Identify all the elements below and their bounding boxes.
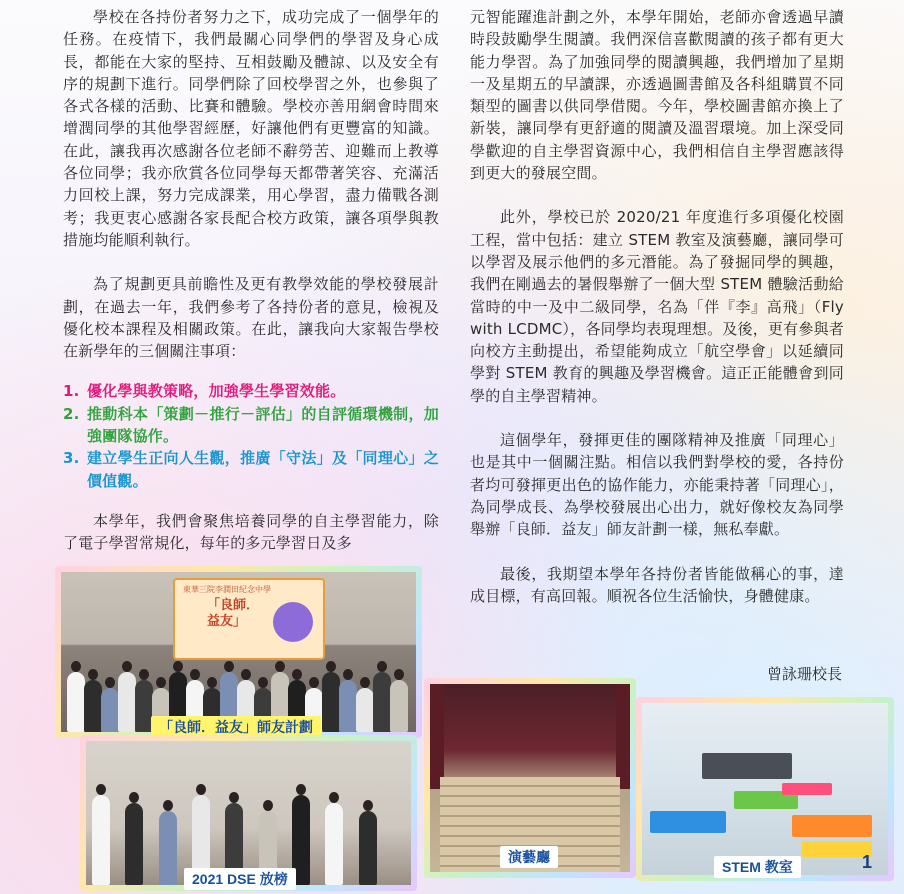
person-head [377, 661, 387, 672]
person-figure [339, 680, 357, 732]
person-figure [67, 672, 85, 732]
hall-photo-caption: 演藝廳 [500, 846, 558, 868]
banner-title-line-2: 益友」 [207, 614, 247, 629]
banner-title-line-1: 「良師． [207, 598, 260, 613]
banner-school-name: 東華三院李潤田紀念中學 [183, 585, 271, 594]
campus-paragraph: 此外，學校已於 2020/21 年度進行多項優化校園工程，當中包括：建立 STEM 教室及演藝廳，讓同學可以學習及展示他們的多元潛能。為了發掘同學的興趣，我們在剛過去的暑假舉辦了一個大型 STEM 體驗活動給當時的中一及中二級同學，名為「伴『李』高飛」（Fly with LCDMC），各同學均表現理想。及後，更有參與者向校方主動提出，希望能夠成立「航空學會」以延續同學對 STEM 教育的興趣及學習機會。這正正能體會到同學的自主學習精神。 [470, 208, 844, 405]
focus-item-text: 優化學與教策略，加強學生學習效能。 [87, 382, 346, 401]
empathy-paragraph: 這個學年，發揮更佳的團隊精神及推廣「同理心」也是其中一個關注點。相信以我們對學校的愛，各持份者均可發揮更出色的協作能力，亦能秉持著「同理心」，為同學成長、為學校發展出心出力，就好像校友為同學舉辦「良師．益友」師友計劃一樣，無私奉獻。 [470, 431, 844, 539]
person-head [258, 677, 268, 688]
person-figure [118, 672, 136, 732]
mentor-photo-caption: 「良師．益友」師友計劃 [151, 716, 321, 738]
dse-photo-image [86, 741, 411, 885]
orange-table [792, 815, 872, 837]
person-head [105, 677, 115, 688]
person-head [96, 784, 106, 795]
person-head [163, 800, 173, 811]
dse-photo-caption: 2021 DSE 放榜 [184, 868, 296, 890]
blue-table [650, 811, 726, 833]
intro-paragraph: 學校在各持份者努力之下，成功完成了一個學年的任務。在疫情下，我們最關心同學們的學習及身心成長，都能在大家的堅持、互相鼓勵及體諒、以及安全有序的規劃下進行。同學們除了回校學習之外，也參與了各式各樣的活動、比賽和體驗。學校亦善用網會時間來增潤同學的其他學習經歷，好讓他們有更豐富的知識。在此，讓我再次感謝各位老師不辭勞苦、迎難而上教導各位同學；我亦欣賞各位同學每天都帶著笑容、充滿活力回校上課，努力完成課業，用心學習，盡力備戰各測考；我更衷心感謝各家長配合校方政策，讓各項學與教措施均能順利執行。 [63, 8, 439, 249]
person-head [343, 669, 353, 680]
person-head [394, 669, 404, 680]
person-figure [125, 803, 143, 885]
person-figure [101, 688, 119, 732]
person-head [122, 661, 132, 672]
person-figure [325, 803, 343, 885]
person-head [329, 792, 339, 803]
curtain-left [430, 684, 444, 789]
right-column [470, 6, 844, 607]
mentor-scheme-photo [55, 566, 422, 738]
person-figure [390, 680, 408, 732]
planning-paragraph: 為了規劃更具前瞻性及更有教學效能的學校發展計劃，在過去一年，我們參考了各持份者的意見，檢視及優化校本課程及相關政策。在此，讓我向大家報告學校在新學年的三個關注事項： [63, 275, 439, 361]
person-head [296, 784, 306, 795]
person-head [190, 669, 200, 680]
focus-item-text: 推動科本「策劃－推行－評估」的自評循環機制，加強團隊協作。 [87, 404, 439, 446]
person-head [309, 677, 319, 688]
machines [702, 753, 792, 779]
person-figure [373, 672, 391, 732]
person-figure [84, 680, 102, 732]
person-head [71, 661, 81, 672]
hall-photo-image [430, 684, 630, 872]
person-head [88, 669, 98, 680]
left-column [63, 6, 439, 555]
person-head [275, 661, 285, 672]
person-head [173, 661, 183, 672]
page-number: 1 [861, 852, 872, 872]
focus-item-1 [63, 380, 439, 402]
person-head [229, 792, 239, 803]
person-figure [322, 672, 340, 732]
focus-item-number: 3. [63, 449, 80, 468]
person-figure [92, 795, 110, 885]
person-figure [359, 811, 377, 885]
focus-item-3 [63, 447, 439, 492]
focus-item-number: 2. [63, 404, 80, 423]
person-figure [159, 811, 177, 885]
person-head [326, 661, 336, 672]
dse-results-photo [80, 735, 417, 891]
person-head [360, 677, 370, 688]
person-head [363, 800, 373, 811]
principal-signature: 曾詠珊校長 [766, 665, 842, 683]
person-head [207, 677, 217, 688]
focus-item-text: 建立學生正向人生觀，推廣「守法」及「同理心」之價值觀。 [87, 449, 439, 490]
closing-paragraph: 最後，我期望本學年各持份者皆能做稱心的事，達成目標，有高回報。順祝各位生活愉快，身體健康。 [470, 564, 844, 605]
person-head [263, 800, 273, 811]
person-head [156, 677, 166, 688]
focus-item-number: 1. [63, 382, 80, 401]
person-head [241, 669, 251, 680]
person-head [292, 669, 302, 680]
stem-photo-caption: STEM 教室 [714, 856, 801, 878]
self-learning-paragraph: 本學年，我們會聚焦培養同學的自主學習能力，除了電子學習常規化，每年的多元學習日及多 [63, 511, 439, 553]
stem-room-photo [636, 697, 894, 881]
curtain-right [616, 684, 630, 789]
mentor-photo-image [61, 572, 416, 732]
focus-list [63, 380, 439, 491]
focus-item-2 [63, 403, 439, 448]
person-head [224, 661, 234, 672]
pink-table [782, 783, 832, 795]
reading-paragraph: 元智能躍進計劃之外，本學年開始，老師亦會透過早讀時段鼓勵學生閱讀。我們深信喜歡閱讀的孩子都有更大能力學習。為了加強同學的閱讀興趣，我們增加了星期一及星期五的早讀課，亦透過圖書館及各科組購買不同類型的圖書以供同學借閱。今年，學校圖書館亦換上了新裝，讓同學有更舒適的閱讀及溫習環境。加上深受同學歡迎的自主學習資源中心，我們相信自主學習應該得到更大的發展空間。 [470, 8, 844, 183]
stem-photo-image [642, 703, 888, 875]
banner-title [207, 598, 259, 630]
performance-hall-photo [424, 678, 636, 878]
person-head [139, 669, 149, 680]
person-head [196, 784, 206, 795]
person-figure [356, 688, 374, 732]
person-head [129, 792, 139, 803]
